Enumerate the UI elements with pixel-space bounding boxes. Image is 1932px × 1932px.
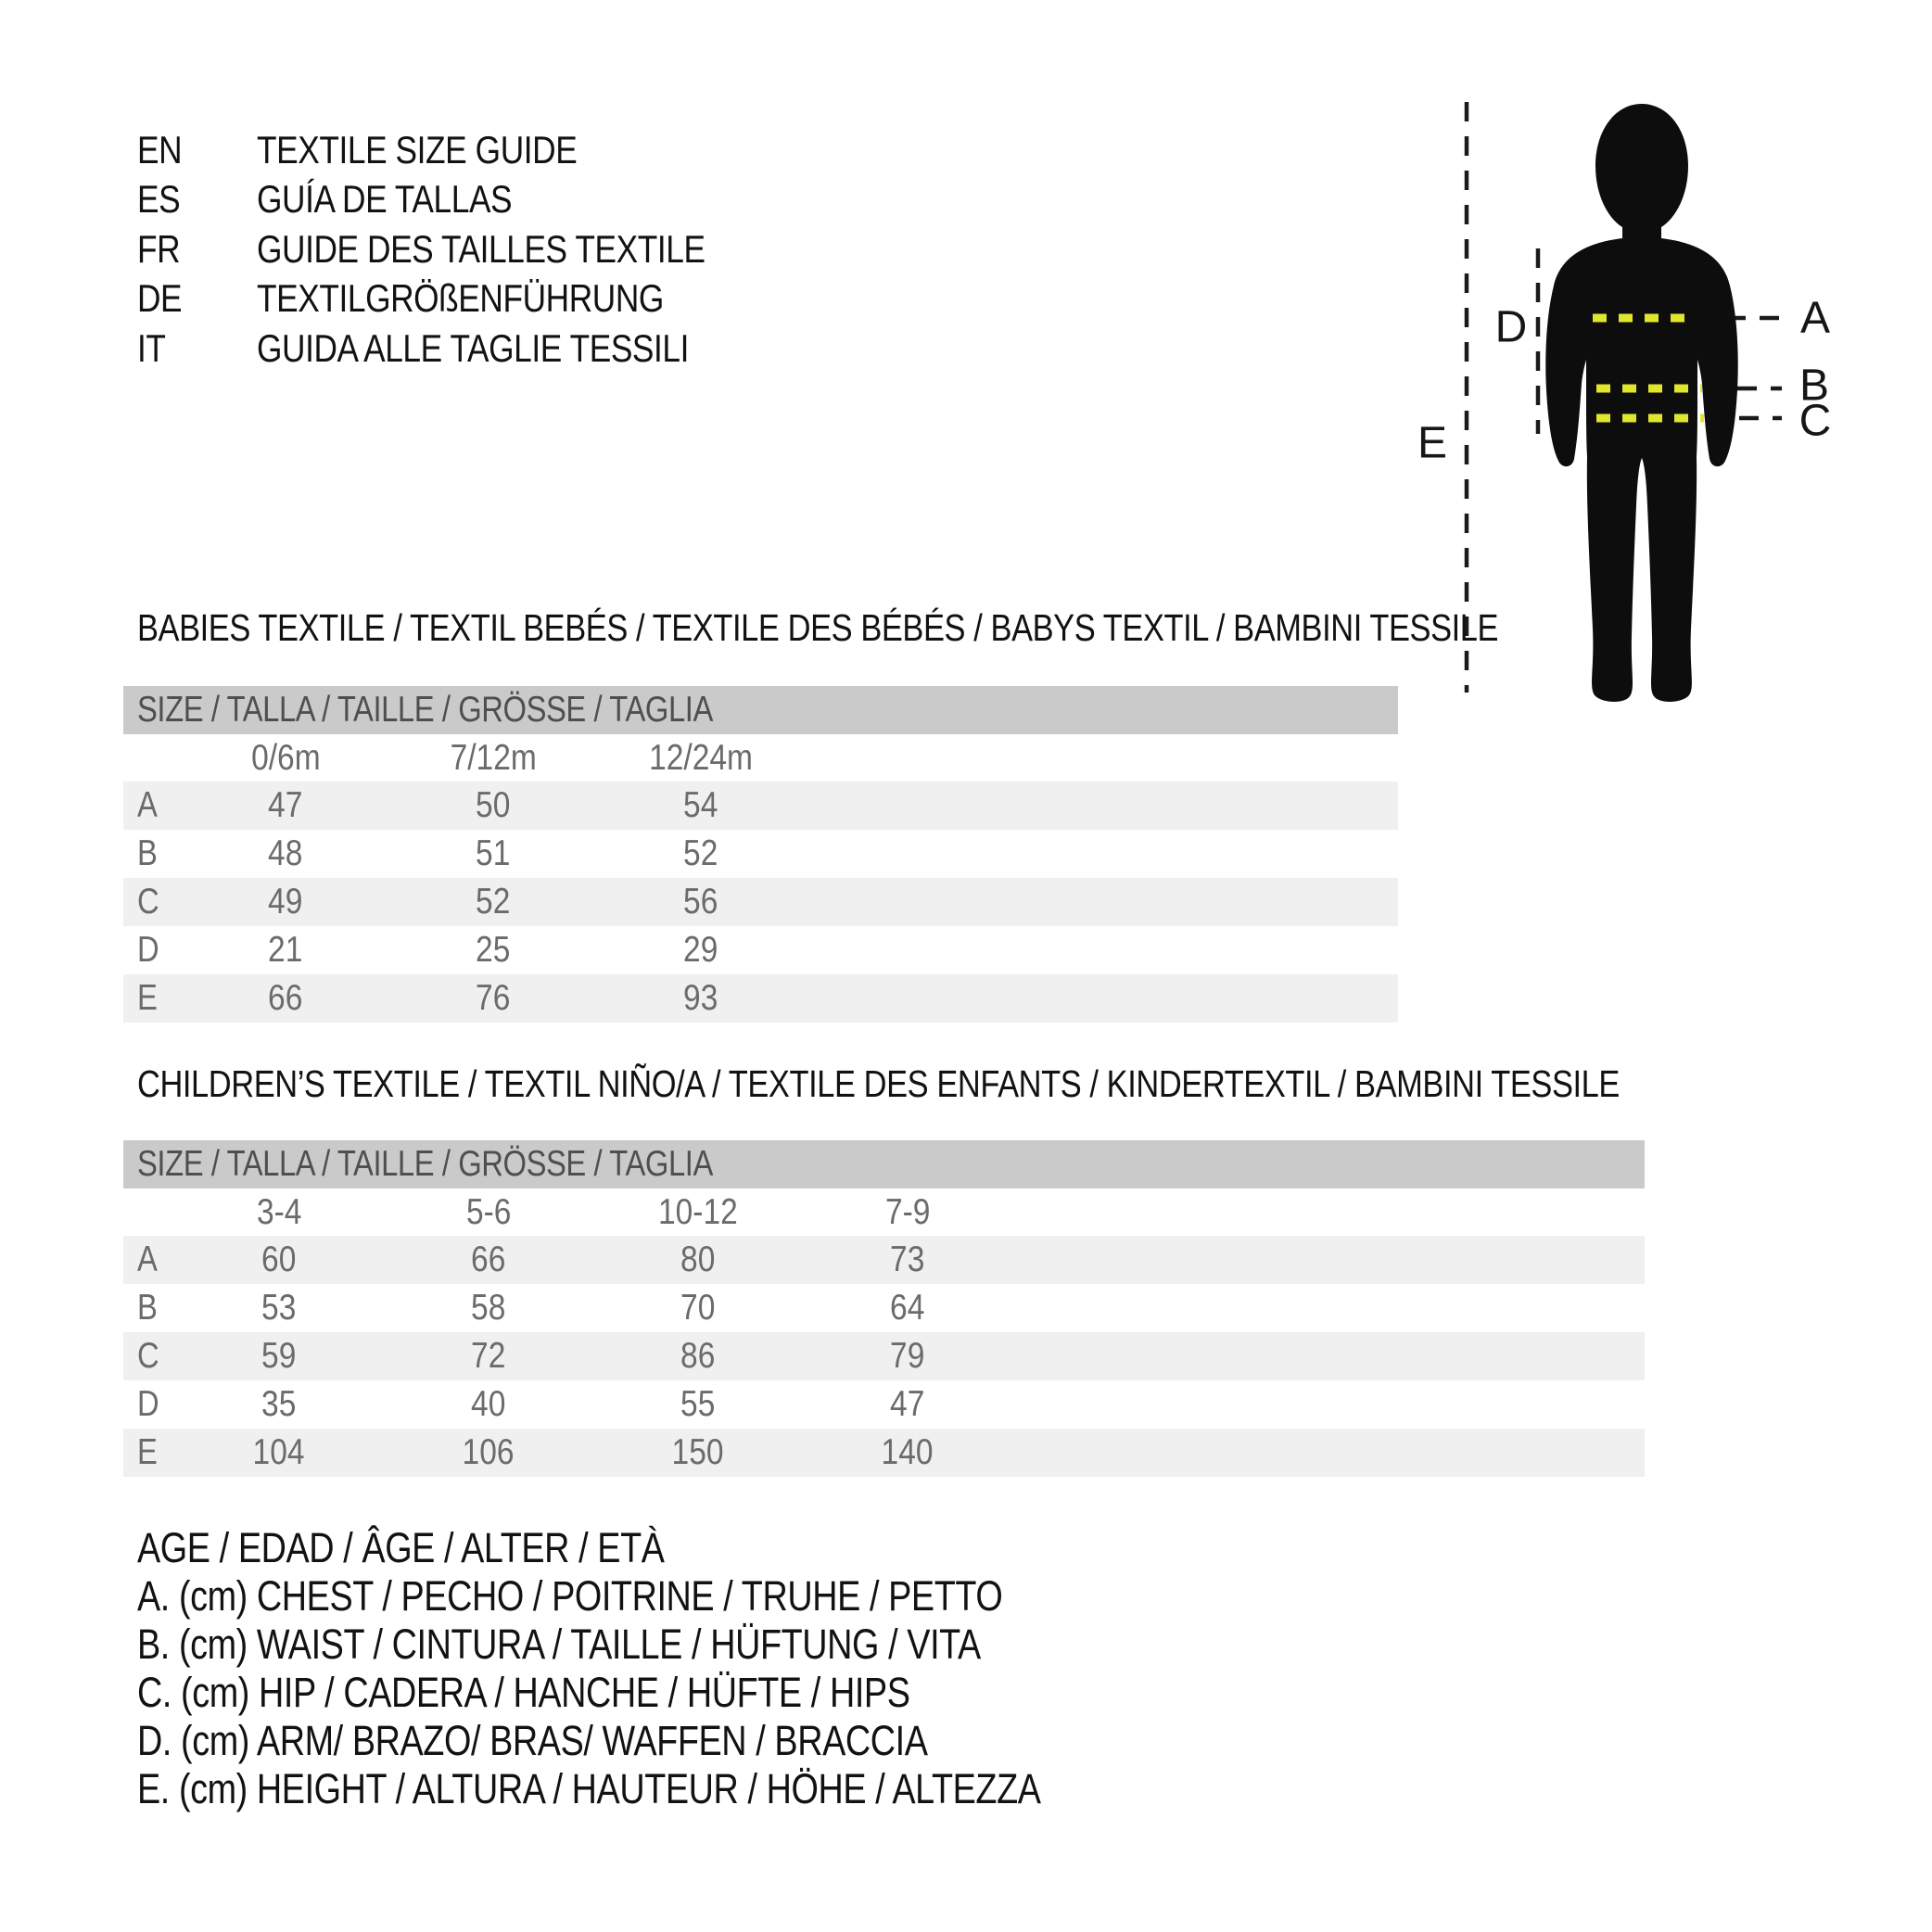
table-row bbox=[123, 926, 1398, 974]
cell: 52 bbox=[476, 882, 511, 922]
cell: 51 bbox=[476, 833, 511, 873]
table-row bbox=[123, 830, 1398, 878]
cell: 47 bbox=[890, 1384, 925, 1424]
cell: 47 bbox=[268, 785, 303, 825]
cell: 21 bbox=[268, 930, 303, 970]
cell: 60 bbox=[261, 1239, 297, 1279]
cell: 55 bbox=[680, 1384, 716, 1424]
lang-code: DE bbox=[137, 276, 183, 320]
row-label: D bbox=[137, 930, 159, 970]
figure-label-b: B bbox=[1799, 361, 1830, 411]
figure-label-e: E bbox=[1417, 418, 1448, 468]
cell: 49 bbox=[268, 882, 303, 922]
legend-line: B. (cm) WAIST / CINTURA / TAILLE / HÜFTUNG / VITA bbox=[137, 1621, 981, 1668]
cell: 76 bbox=[476, 978, 511, 1018]
table-row bbox=[123, 1236, 1645, 1284]
lang-title: GUIDA ALLE TAGLIE TESSILI bbox=[257, 326, 690, 370]
row-label: B bbox=[137, 833, 158, 873]
babies-section-title: BABIES TEXTILE / TEXTIL BEBÉS / TEXTILE DES BÉBÉS / BABYS TEXTIL / BAMBINI TESSILE bbox=[137, 606, 1499, 649]
row-label: A bbox=[137, 785, 158, 825]
cell: 86 bbox=[680, 1336, 716, 1376]
table-row bbox=[123, 782, 1398, 830]
cell: 29 bbox=[683, 930, 718, 970]
children-column-header-row bbox=[123, 1188, 1645, 1237]
cell: 140 bbox=[882, 1432, 934, 1472]
row-label: A bbox=[137, 1239, 158, 1279]
cell: 104 bbox=[253, 1432, 305, 1472]
legend-line: C. (cm) HIP / CADERA / HANCHE / HÜFTE / HIPS bbox=[137, 1669, 910, 1716]
cell: 58 bbox=[471, 1288, 506, 1328]
legend-line: E. (cm) HEIGHT / ALTURA / HAUTEUR / HÖHE / ALTEZZA bbox=[137, 1765, 1041, 1812]
table-row bbox=[123, 1429, 1645, 1477]
cell: 64 bbox=[890, 1288, 925, 1328]
cell: 93 bbox=[683, 978, 718, 1018]
cell: 53 bbox=[261, 1288, 297, 1328]
column-header: 0/6m bbox=[250, 738, 321, 778]
column-header: 7/12m bbox=[450, 738, 537, 778]
cell: 66 bbox=[268, 978, 303, 1018]
column-header: 5-6 bbox=[465, 1192, 512, 1232]
lang-title: GUÍA DE TALLAS bbox=[257, 177, 513, 221]
lang-code: ES bbox=[137, 177, 181, 221]
figure-label-c: C bbox=[1799, 396, 1832, 446]
row-label: C bbox=[137, 882, 159, 922]
table-row bbox=[123, 1284, 1645, 1332]
lang-code: EN bbox=[137, 128, 183, 172]
cell: 72 bbox=[471, 1336, 506, 1376]
figure-label-a: A bbox=[1799, 293, 1831, 343]
cell: 54 bbox=[683, 785, 718, 825]
children-section-title: CHILDREN’S TEXTILE / TEXTIL NIÑO/A / TEXTILE DES ENFANTS / KINDERTEXTIL / BAMBINI TESSILE bbox=[137, 1062, 1620, 1105]
row-label: B bbox=[137, 1288, 158, 1328]
lang-title: GUIDE DES TAILLES TEXTILE bbox=[257, 227, 705, 271]
legend-line: A. (cm) CHEST / PECHO / POITRINE / TRUHE / PETTO bbox=[137, 1572, 1003, 1620]
legend-line: AGE / EDAD / ÂGE / ALTER / ETÀ bbox=[137, 1524, 665, 1571]
row-label: D bbox=[137, 1384, 159, 1424]
cell: 66 bbox=[471, 1239, 506, 1279]
cell: 56 bbox=[683, 882, 718, 922]
lang-code: IT bbox=[137, 326, 166, 370]
lang-code: FR bbox=[137, 227, 181, 271]
column-header: 3-4 bbox=[256, 1192, 302, 1232]
cell: 73 bbox=[890, 1239, 925, 1279]
cell: 106 bbox=[463, 1432, 515, 1472]
column-header: 12/24m bbox=[649, 738, 753, 778]
figure-label-d: D bbox=[1494, 302, 1528, 352]
cell: 25 bbox=[476, 930, 511, 970]
children-size-header-bar: SIZE / TALLA / TAILLE / GRÖSSE / TAGLIA bbox=[123, 1140, 1645, 1188]
cell: 80 bbox=[680, 1239, 716, 1279]
table-row bbox=[123, 1332, 1645, 1380]
babies-column-header-row bbox=[123, 734, 1398, 782]
column-header: 7-9 bbox=[884, 1192, 931, 1232]
cell: 50 bbox=[476, 785, 511, 825]
cell: 79 bbox=[890, 1336, 925, 1376]
table-row bbox=[123, 1380, 1645, 1429]
babies-size-header-bar: SIZE / TALLA / TAILLE / GRÖSSE / TAGLIA bbox=[123, 686, 1398, 734]
cell: 52 bbox=[683, 833, 718, 873]
lang-title: TEXTILE SIZE GUIDE bbox=[257, 128, 578, 172]
row-label: E bbox=[137, 978, 158, 1018]
column-header: 10-12 bbox=[658, 1192, 738, 1232]
cell: 48 bbox=[268, 833, 303, 873]
cell: 59 bbox=[261, 1336, 297, 1376]
cell: 150 bbox=[672, 1432, 724, 1472]
cell: 35 bbox=[261, 1384, 297, 1424]
table-row bbox=[123, 974, 1398, 1023]
cell: 70 bbox=[680, 1288, 716, 1328]
row-label: E bbox=[137, 1432, 158, 1472]
table-row bbox=[123, 878, 1398, 926]
cell: 40 bbox=[471, 1384, 506, 1424]
legend-line: D. (cm) ARM/ BRAZO/ BRAS/ WAFFEN / BRACCIA bbox=[137, 1717, 928, 1764]
row-label: C bbox=[137, 1336, 159, 1376]
lang-title: TEXTILGRÖßENFÜHRUNG bbox=[257, 276, 664, 320]
